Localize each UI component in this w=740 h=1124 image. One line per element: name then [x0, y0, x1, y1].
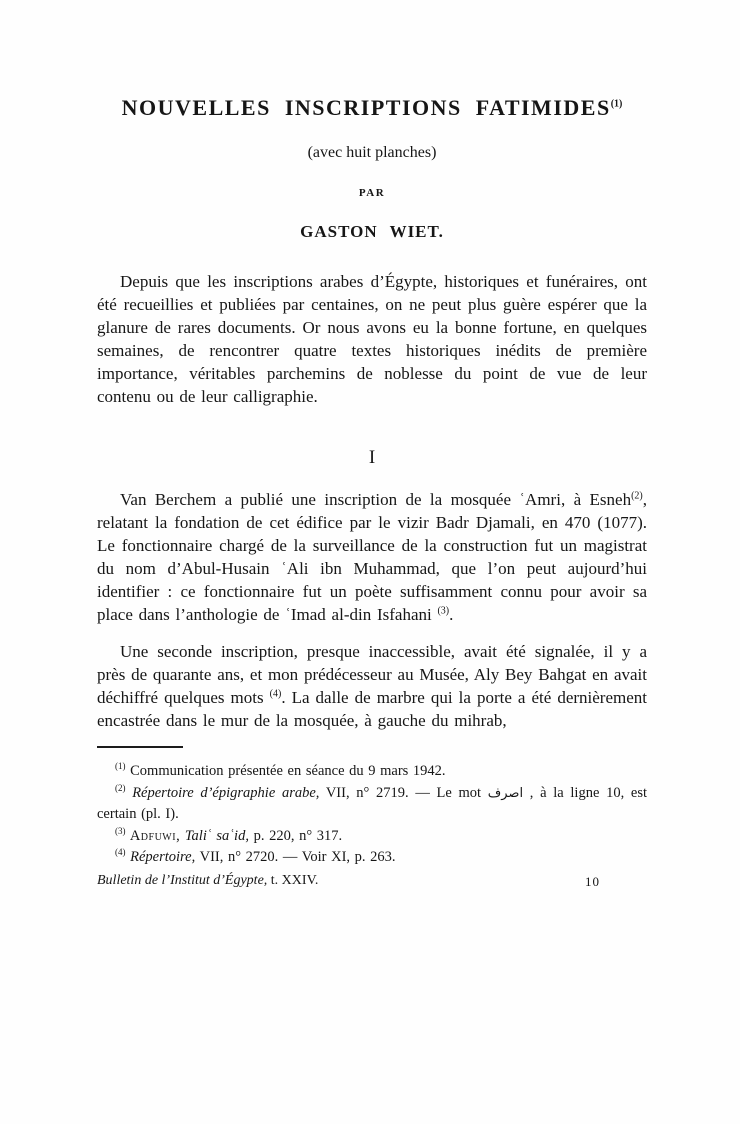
paragraph-van-berchem: [97, 488, 647, 626]
footnote-separator-rule: [97, 746, 183, 748]
footnote-2: [97, 783, 647, 826]
footnote-4-text: VII, n° 2720. — Voir XI, p. 263.: [195, 849, 396, 865]
footnotes-list: [97, 761, 647, 869]
page-number: 10: [585, 873, 600, 889]
footnote-1-text: Communication présentée en séance du 9 mars 1942.: [125, 763, 446, 779]
paragraph-seconde-inscription: [97, 640, 647, 732]
text-column: [97, 0, 647, 732]
paragraph-segment: , relatant la fondation de cet édifice par le vizir Badr Djamali, en 470 (1077). Le fonctionnaire chargé de la surveillance de la construction fut un magistrat du nom d’Abul-Husain ʿAli ibn Muhammad, que l’on peut aujourd’hui identifier : ce fonctionnaire fut un poète suffisamment connu pour avoir sa place dans l’anthologie de ʿImad al-din Isfahani: [97, 490, 647, 624]
journal-title: Bulletin de l’Institut d’Égypte,: [97, 872, 268, 888]
journal-volume: t. XXIV.: [267, 872, 319, 888]
footnote-3-text: p. 220, n° 317.: [248, 827, 343, 844]
footnote-2-text: VII, n° 2719. — Le mot: [319, 784, 488, 801]
paragraph-segment: .: [449, 605, 454, 624]
footnote-2-text-end: , à la ligne 10, est certain (pl. I).: [97, 784, 647, 822]
footnote-2-marker: (2): [115, 782, 126, 793]
paragraph-segment: Van Berchem a publié une inscription de la mosquée ʿAmri, à Esneh: [120, 490, 632, 509]
page-footer: [97, 870, 647, 891]
footnote-ref-4: (4): [269, 688, 282, 700]
footnote-3-author: Adfuwi,: [125, 827, 181, 844]
footnote-1: [97, 761, 647, 783]
article-title: [97, 95, 647, 121]
paragraph-segment: . La dalle de marbre qui la porte a été dernièrement encastrée dans le mur de la mosquée, à gauche du mihrab,: [97, 688, 648, 730]
paragraph-intro-text: Depuis que les inscriptions arabes d’Égypte, historiques et funéraires, ont été recueillies et publiées par centaines, on ne peut plus guère espérer que la glanure de rares documents. Or nous avons eu la bonne fortune, en quelques semaines, de rencontrer quatre textes historiques inédits de première importance, véritables parchemins de noblesse du point de vue de leur contenu ou de leur calligraphie.: [97, 272, 647, 406]
footnotes-section: [97, 746, 647, 891]
footnote-2-work-title: Répertoire d’épigraphie arabe,: [125, 784, 320, 801]
footnote-1-marker: (1): [115, 761, 126, 772]
byline-prefix: PAR: [358, 187, 386, 199]
footnote-ref-2: (2): [631, 490, 643, 502]
footnote-3: [97, 826, 647, 848]
footnote-4-marker: (4): [115, 847, 126, 858]
footnote-2-arabic-word: اصرف: [487, 785, 524, 801]
article-subtitle: (avec huit planches): [307, 144, 437, 161]
footnote-ref-3: (3): [437, 605, 450, 617]
paragraph-segment: Une seconde inscription, presque inaccessible, avait été signalée, il y a près de quarante ans, et mon prédécesseur au Musée, Aly Bey Bahgat en avait déchiffré quelques mots: [97, 642, 647, 707]
article-title-text: NOUVELLES INSCRIPTIONS FATIMIDES: [121, 95, 611, 120]
author-name: GASTON WIET.: [300, 222, 444, 241]
footnote-4: [97, 847, 647, 869]
footnote-3-work-title: Taliʿ saʿid,: [180, 827, 249, 844]
footnote-3-marker: (3): [115, 825, 126, 836]
section-heading: I: [368, 447, 376, 468]
footnote-4-work-title: Répertoire,: [125, 849, 196, 865]
title-footnote-ref: (1): [610, 98, 623, 110]
paragraph-intro: [97, 270, 647, 408]
